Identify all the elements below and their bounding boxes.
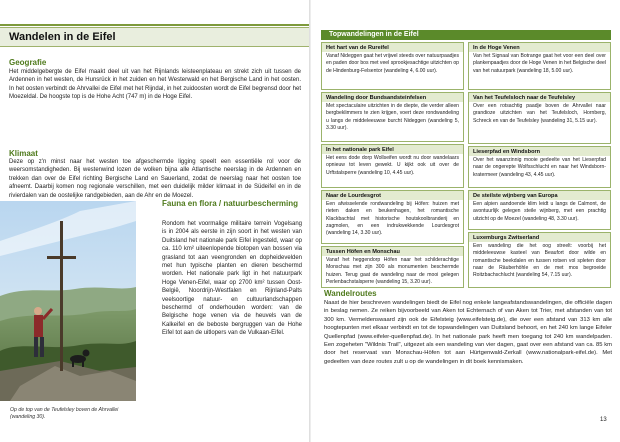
hike-box-text: Een alpien aandoende klim leidt u langs de Calmont, de avontuurlijk gelegen steile wijnberg, met een prachtig uitzicht op de Moezel (wandeling 48, 3.30 uur).	[473, 201, 606, 222]
wandelroutes-text: Naast de hier beschreven wandelingen biedt de Eifel nog enkele langeafstandswandelingen, die officiële dagen in beslag nemen. Ze reiken bijvoorbeeld van Aken tot Echternach of van Aken tot Trier, met afstanden van tot 300 km. Vermeldenswaard zijn ook de Eifelsteig (www.eifelsteig.de), die over een afstand van 313 km alle hoogtepunten met elkaar verbindt en tot de topwandelingen van Duitsland behoort, en het 240 km lange Eifeler Quellenpfad (www.eifeler-quellenpfad.de). In het nationale park heeft men toegang tot 240 km wandelpaden. Een zogeheten "Wildnis Trail", uitgezet als een wandeling van vier dagen, gaat over een afstand van ca. 85 km door het reservaat van Monschau-Höfen tot aan Hürtgenwald-Zerkall (www.nationalpark-eifel.de). Met gedeelten van deze routes zult u op de wandelingen in dit boek kennismaken.	[324, 300, 612, 365]
hike-box	[321, 42, 464, 90]
hike-box-title: Tussen Höfen en Monschau	[322, 247, 463, 256]
fauna-heading: Fauna en flora / natuurbescherming	[162, 199, 299, 208]
hike-box	[468, 42, 611, 90]
topwandelingen-header	[321, 30, 611, 40]
topwandelingen-title: Topwandelingen in de Eifel	[329, 31, 419, 38]
hike-box-text: Met spectaculaire uitzichten in de diepte, die verder alleen bergbeklimmers te zien krijgen, voert deze rondwandeling u langs de middeleeuwse burcht Nideggen (wandeling 5, 3.30 uur).	[326, 103, 459, 131]
fauna-text: Rondom het voormalige militaire terrein Vogelsang is in 2004 als eerste in zijn soort in het westen van Duitsland het nationale park Eifel ingesteld, waar op ca. 110 km² uiteenlopende biotopen van bossen via grasland tot aan veengronden en dopheidevelden met hun typische planten en dieren beschermd worden. Het nationale park ligt in het natuurpark Hoge Venen-Eifel, waar op 2700 km² tussen Oost-België, Noordrijn-Westfalen en Rijnland-Palts veelsoortige natuur- en cultuurlandschappen beschermd of onderhouden worden: van de Belgische hoge venen via de heuvels van de Kalkeifel en de beboste bergruggen van de Hohe Eifel tot aan de uitlopers van de Vulkaan-Eifel.	[162, 221, 302, 337]
hike-box-title: De steilste wijnberg van Europa	[469, 191, 610, 200]
hike-box-text: Het eens dode dorp Wollseifen wordt nu door wandelaars opnieuw tot leven gewekt. U kijkt ook uit over de Urftstalsperre (wandeling 10, 4.45 uur).	[326, 155, 459, 176]
title-bar	[0, 27, 310, 47]
hike-box	[321, 92, 464, 142]
page-title: Wandelen in de Eifel	[9, 31, 116, 43]
hike-box-text: Vanaf Nideggen gaat het vrijwel steeds over natuurpaadjes en paden door bos met veel sprookjesachtige uitzichten op de Hindenburg-Felsentor (wandeling 4, 6.00 uur).	[326, 53, 459, 74]
geografie-heading: Geografie	[9, 58, 47, 67]
hike-box-title: Luxemburgs Zwitserland	[469, 233, 610, 242]
title-rule	[0, 24, 310, 26]
hike-box-title: Naar de Lourdesgrot	[322, 191, 463, 200]
hike-box-text: Vanaf het heggendorp Höfen naar het schilderachtige Monschau met zijn 300 als monumenten beschermde huizen. Terug gaat de wandeling naar de mooi gelegen Perlenbachstalsperre (wandeling 15, 3.20 uur).	[326, 257, 459, 285]
klimaat-heading: Klimaat	[9, 149, 38, 158]
hike-box	[468, 190, 611, 230]
hike-box	[321, 144, 464, 188]
wandelroutes-heading: Wandelroutes	[324, 289, 377, 298]
hike-box-text: Over het waanzinnig mooie gedeelte van het Lieserpfad naar de ongerepte Wolfsschlucht en naar het Windsborn-kratermeer (wandeling 43, 4.45 uur).	[473, 157, 606, 178]
hike-box	[321, 246, 464, 288]
hike-box	[468, 146, 611, 188]
hike-box-title: Wandeling door Bundsandsteinfelsen	[322, 93, 463, 102]
photo-caption: Op de top van de Teufelsley boven de Ahrvallei (wandeling 30).	[10, 407, 119, 420]
hike-box	[321, 190, 464, 244]
right-page	[310, 0, 620, 442]
hike-box-text: Een wandeling die het oog streelt: voorbij het middeleeuwse kasteel van Beaufort door wilde en romantische beekdalen en tussen rotsen vol spleten door naar de Räuberhöhle en de met mos begroeide Roitzbachschlucht (wandeling 54, 7.15 uur).	[473, 243, 606, 279]
hike-box-title: Van het Teufelsloch naar de Teufelsley	[469, 93, 610, 102]
hike-box	[468, 92, 611, 144]
photo-teufelsley	[0, 201, 136, 401]
hike-box-title: In de Hoge Venen	[469, 43, 610, 52]
klimaat-text: Deze op z'n minst naar het westen toe afgeschermde ligging speelt een essentiële rol voor de weersomstandigheden. Bij westenwind lozen de wolken bijna alle Atlantische neerslag in de Ardennen en trekken dan over de Eifel richting Bergische Land en Sauerland, zodat de neerslag naar het oosten toe afneemt. Daarbij komen nog regionale verschillen, met een duidelijk milder klimaat in de Südeifel en in de rivierdalen van de oostelijke randgebieden, aan de Ahr en de Moezel.	[9, 159, 301, 199]
hike-box	[468, 232, 611, 288]
hike-box-title: Het hart van de Rureifel	[322, 43, 463, 52]
page-number: 13	[600, 417, 607, 423]
hike-box-text: Over een rotsachtig paadje boven de Ahrvallei naar grandioze uitzichten van het Teufelsloch, Hornberg, Schreck en van de Teufelsley (wandeling 31, 5.15 uur).	[473, 103, 606, 124]
hike-box-text: Van het Signaal van Botrange gaat het voor een deel over plankenpaadjes door de Hoge Venen in het Belgische deel van het natuurpark (wandeling 18, 5.00 uur).	[473, 53, 606, 74]
hike-box-title: In het nationale park Eifel	[322, 145, 463, 154]
hike-box-title: Lieserpfad en Windsborn	[469, 147, 610, 156]
hike-box-text: Een afwisselende rondwandeling bij Höfen: huizen met rieten daken en beukenhagen, het romantische Klackbachtal met historische houtskoolbranderij en zagmolen, en een indrukwekkende Lourdesgrot (wandeling 14, 3.30 uur).	[326, 201, 459, 237]
photo-illustration	[0, 201, 136, 401]
geografie-text: Het middelgebergte de Eifel maakt deel uit van het Rijnlands leisteenplateau en strekt zich uit tussen de Ardennen in het westen, de Hunsrück in het zuiden en het Westerwald en het Bergische Land in het oosten. In het oosten verbindt de Ahrvallei de Eifel met het Rijndal, in het zuidoosten wordt de Eifel begrensd door het Moezeldal. De hoogste top is de Hohe Acht (747 m) in de Hoge Eifel.	[9, 69, 301, 101]
